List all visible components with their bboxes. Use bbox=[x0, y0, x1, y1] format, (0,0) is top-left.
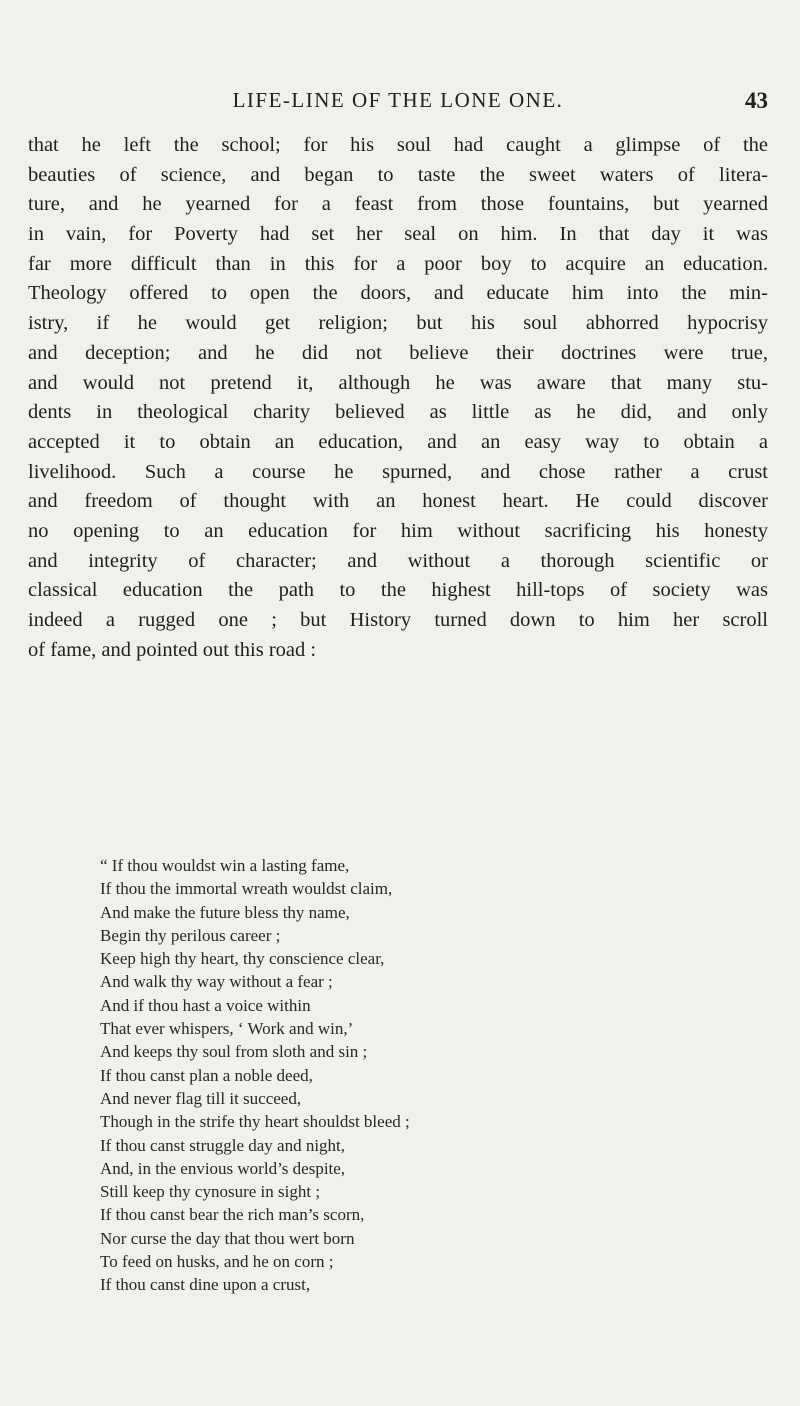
poem-line: Nor curse the day that thou wert born bbox=[100, 1228, 355, 1248]
paragraph-line: and integrity of character; and without a thorough scientific or bbox=[28, 549, 768, 572]
poem-line: If thou canst plan a noble deed, bbox=[100, 1065, 313, 1085]
paragraph-line: accepted it to obtain an education, and an easy way to obtain a bbox=[28, 430, 768, 453]
poem-line: Keep high thy heart, thy conscience clear, bbox=[100, 949, 385, 969]
paragraph-line: classical education the path to the highest hill-tops of society was bbox=[28, 579, 768, 602]
paragraph-line: indeed a rugged one ; but History turned down to him her scroll bbox=[28, 609, 768, 631]
poem-line: And if thou hast a voice within bbox=[100, 995, 311, 1015]
poem-quote bbox=[100, 854, 780, 1297]
poem-line: Though in the strife thy heart shouldst bleed ; bbox=[100, 1112, 410, 1132]
poem-line: And, in the envious world’s despite, bbox=[100, 1158, 346, 1178]
paragraph-line: and would not pretend it, although he was aware that many stu- bbox=[28, 371, 768, 394]
paragraph-line: Theology offered to open the doors, and educate him into the min- bbox=[28, 282, 768, 305]
poem-line: “ If thou wouldst win a lasting fame, bbox=[100, 856, 350, 875]
poem-line: If thou canst struggle day and night, bbox=[100, 1135, 346, 1155]
paragraph-line: no opening to an education for him without sacrificing his honesty bbox=[28, 519, 768, 542]
page-number: 43 bbox=[745, 88, 768, 113]
paragraph-line: in vain, for Poverty had set her seal on him. In that day it was bbox=[28, 223, 768, 246]
paragraph-line: istry, if he would get religion; but his soul abhorred hypocrisy bbox=[28, 312, 768, 335]
paragraph-line: and deception; and he did not believe their doctrines were true, bbox=[28, 341, 768, 364]
paragraph-line: livelihood. Such a course he spurned, and chose rather a crust bbox=[28, 460, 768, 483]
paragraph-line: beauties of science, and began to taste the sweet waters of litera- bbox=[28, 163, 768, 186]
poem-line: And make the future bless thy name, bbox=[100, 902, 350, 922]
paragraph-line: and freedom of thought with an honest heart. He could discover bbox=[28, 490, 768, 513]
page-header bbox=[28, 88, 768, 118]
poem-line: To feed on husks, and he on corn ; bbox=[100, 1252, 334, 1272]
poem-line: If thou canst dine upon a crust, bbox=[100, 1275, 311, 1295]
paragraph-line: far more difficult than in this for a poor boy to acquire an education. bbox=[28, 252, 768, 275]
paragraph-line: ture, and he yearned for a feast from those fountains, but yearned bbox=[28, 193, 768, 216]
paragraph-line: dents in theological charity believed as little as he did, and only bbox=[28, 401, 768, 424]
poem-line: If thou the immortal wreath wouldst claim, bbox=[100, 879, 393, 899]
poem-line: Begin thy perilous career ; bbox=[100, 925, 281, 945]
poem-line: And keeps thy soul from sloth and sin ; bbox=[100, 1042, 368, 1062]
poem-line: And walk thy way without a fear ; bbox=[100, 972, 333, 992]
running-title: LIFE-LINE OF THE LONE ONE. bbox=[232, 88, 564, 112]
paragraph-line: of fame, and pointed out this road : bbox=[28, 638, 317, 661]
poem-line: And never flag till it succeed, bbox=[100, 1088, 302, 1108]
poem-line: That ever whispers, ‘ Work and win,’ bbox=[100, 1019, 354, 1039]
body-paragraph bbox=[28, 131, 768, 665]
poem-line: If thou canst bear the rich man’s scorn, bbox=[100, 1205, 365, 1225]
paragraph-line: that he left the school; for his soul had caught a glimpse of the bbox=[28, 134, 768, 156]
poem-line: Still keep thy cynosure in sight ; bbox=[100, 1182, 321, 1202]
